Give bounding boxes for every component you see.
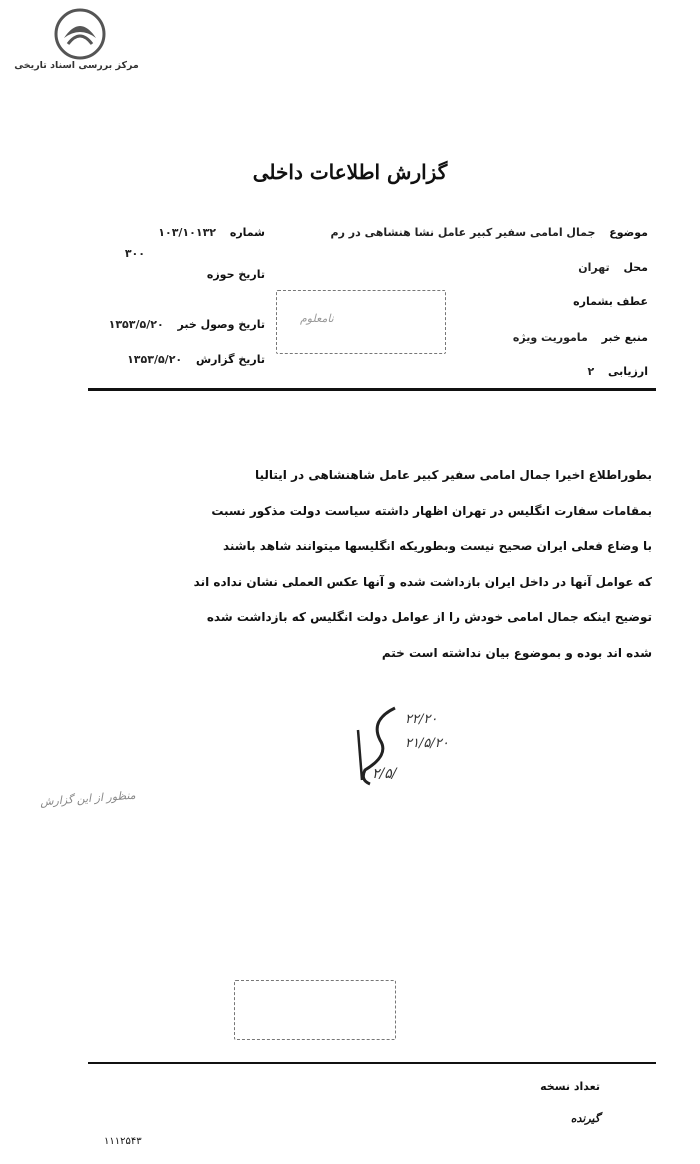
- field-reference: عطف بشماره: [573, 295, 648, 308]
- document-code: ۱۱۱۲۵۴۳: [104, 1136, 142, 1147]
- signature-icon: [350, 700, 410, 790]
- field-evaluation: ارزیابی ۲: [587, 365, 648, 378]
- body-line: شده اند بوده و بموضوع بیان نداشته است ختم: [381, 645, 652, 660]
- footer-recipient-label: گیرنده: [570, 1112, 600, 1125]
- body-line: بمقامات سفارت انگلیس در تهران اظهار داشته سیاست دولت مذکور نسبت: [211, 503, 652, 518]
- field-number: شماره ۱۰۳/۱۰۱۳۲: [158, 226, 265, 239]
- footer-divider: [88, 1062, 656, 1064]
- field-report-date: تاریخ گزارش ۱۳۵۳/۵/۲۰: [127, 353, 265, 366]
- stamp-text: نامعلوم: [300, 312, 334, 325]
- field-subject: موضوع جمال امامی سفیر کبیر عامل نشا هنشاهی در رم: [330, 226, 648, 239]
- field-number-extra: ۳۰۰: [124, 247, 145, 260]
- handwritten-note: ۲۱/۵/۲۰: [405, 736, 449, 751]
- footer-copies-label: تعداد نسخه: [540, 1080, 600, 1093]
- field-source: منبع خبر ماموریت ویژه: [512, 331, 648, 344]
- body-line: با وضاع فعلی ایران صحیح نیست وبطوریکه انگلیسها میتوانند شاهد باشند: [222, 539, 652, 553]
- handwritten-initials: ۲/۵/: [372, 766, 397, 782]
- report-title: گزارش اطلاعات داخلی: [252, 160, 448, 184]
- header-divider: [88, 388, 656, 391]
- faint-left-note: منظور از این گزارش: [39, 788, 137, 809]
- archive-logo: [14, 8, 139, 71]
- field-receipt-date: تاریخ وصول خبر ۱۳۵۳/۵/۲۰: [108, 318, 265, 331]
- handwritten-note: ۲۲/۲۰: [405, 712, 438, 727]
- archive-logo-text: مرکز بررسی اسناد تاریخی: [14, 60, 139, 71]
- body-line: که عوامل آنها در داخل ایران بازداشت شده و آنها عکس العملی نشان نداده اند: [193, 574, 652, 589]
- archive-logo-icon: [54, 8, 106, 60]
- body-line: بطوراطلاع اخیرا جمال امامی سفیر کبیر عامل شاهنشاهی در ایتالیا: [254, 468, 652, 482]
- body-line: توضیح اینکه جمال امامی خودش را از عوامل دولت انگلیس که بازداشت شده: [206, 610, 652, 624]
- field-zone-date: تاریخ حوزه: [206, 268, 265, 281]
- field-location: محل تهران: [578, 261, 648, 274]
- bottom-stamp-box: [234, 980, 396, 1040]
- report-body: [92, 458, 652, 671]
